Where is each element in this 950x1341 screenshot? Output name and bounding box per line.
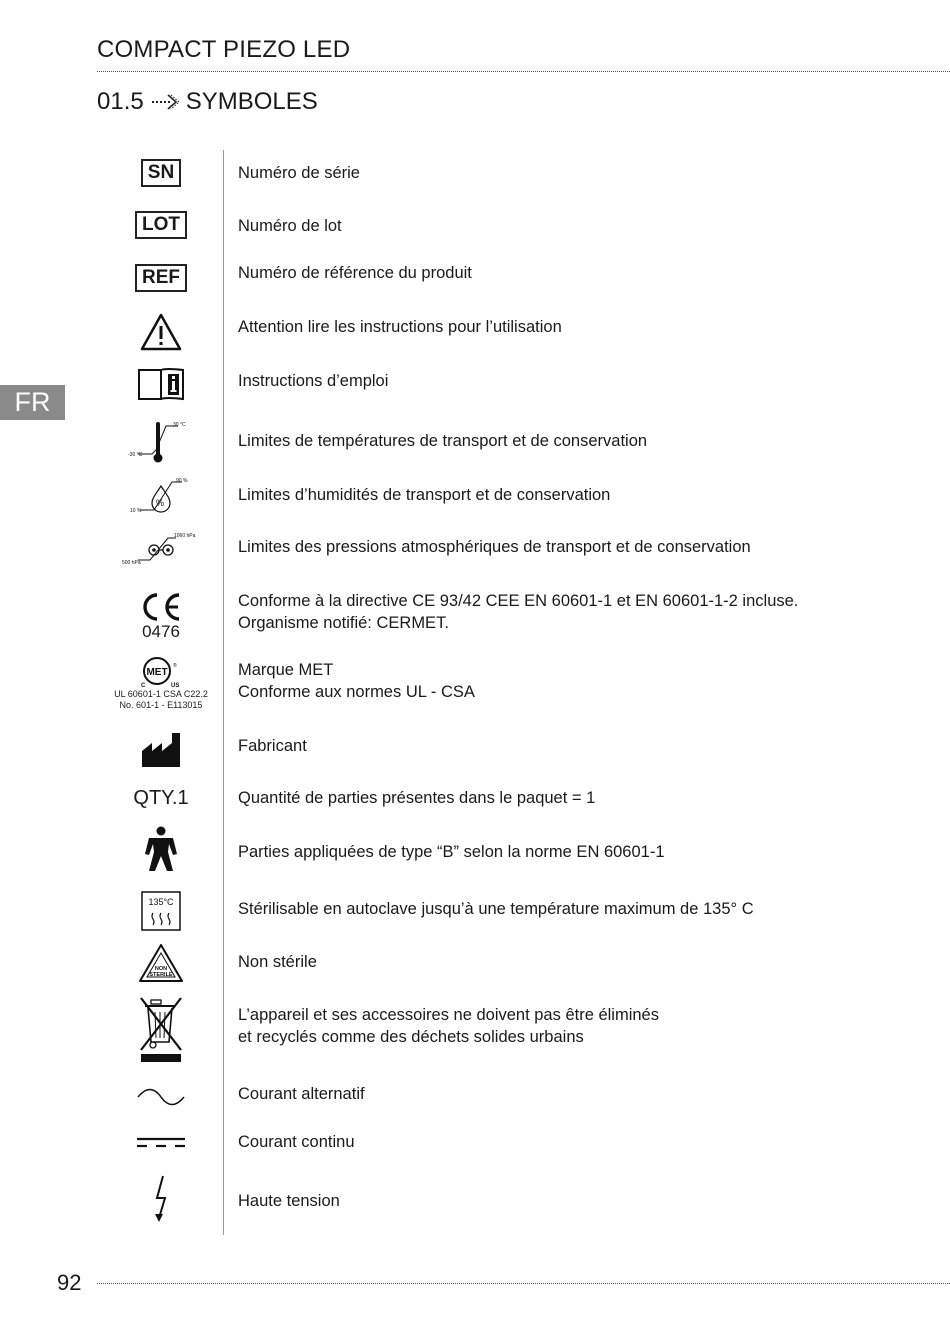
section-number: 01.5 (97, 88, 144, 115)
svg-text:MET: MET (146, 667, 168, 678)
title-divider (97, 71, 950, 72)
symbol-description: Numéro de lot (238, 217, 342, 235)
manufacturer-icon (108, 730, 214, 770)
page-number: 92 (57, 1270, 82, 1295)
autoclave-icon (108, 890, 214, 932)
symbol-description: Quantité de parties présentes dans le paquet = 1 (238, 789, 596, 807)
type-b-applied-part-icon (108, 826, 214, 872)
alternating-current-icon (108, 1082, 214, 1112)
non-sterile-icon (108, 942, 214, 984)
svg-text:®: ® (172, 663, 177, 669)
symbol-description: Courant alternatif (238, 1085, 365, 1103)
svg-text:500 hPa: 500 hPa (122, 560, 141, 566)
direct-current-icon (108, 1128, 214, 1156)
lot-number-icon: LOT (108, 207, 214, 243)
svg-text:30 °C: 30 °C (173, 422, 186, 428)
svg-text:US: US (170, 683, 180, 689)
symbol-description: Stérilisable en autoclave jusqu’à une température maximum de 135° C (238, 900, 754, 918)
ce-mark-icon: 0476 (108, 590, 214, 642)
svg-text:STERILE: STERILE (149, 972, 173, 978)
weee-bin-icon (108, 993, 214, 1065)
table-column-divider (223, 150, 224, 1235)
symbol-description: Numéro de série (238, 164, 360, 182)
humidity-limit-icon (108, 476, 214, 516)
svg-text:NON: NON (154, 966, 168, 972)
symbol-description: Conforme à la directive CE 93/42 CEE EN 60601-1 et EN 60601-1-2 incluse. Organisme notifié: CERMET. (238, 592, 799, 632)
high-voltage-icon (108, 1174, 214, 1224)
symbol-description: Limites de températures de transport et de conservation (238, 432, 648, 450)
reference-icon: REF (108, 260, 214, 296)
svg-text:90 %: 90 % (176, 478, 188, 484)
language-tab: FR (0, 385, 65, 420)
dotted-arrow-icon (150, 92, 180, 112)
section-heading (97, 88, 318, 116)
met-mark-icon: MET C US ® UL 60601-1 CSA C22.2 No. 601-1 - E113015 (108, 654, 214, 712)
warning-icon (108, 312, 214, 352)
svg-text:-30 °C: -30 °C (128, 452, 143, 458)
symbol-description: Instructions d’emploi (238, 372, 389, 390)
symbol-description: Marque MET Conforme aux normes UL - CSA (238, 661, 475, 701)
instructions-icon (108, 365, 214, 403)
footer-divider (97, 1283, 950, 1284)
temperature-limit-icon (108, 418, 214, 466)
serial-number-icon: SN (108, 155, 214, 191)
symbol-description: Numéro de référence du produit (238, 264, 472, 282)
symbol-description: Fabricant (238, 737, 307, 755)
symbol-description: Limites des pressions atmosphériques de transport et de conservation (238, 538, 751, 556)
symbol-description: L’appareil et ses accessoires ne doivent pas être éliminés et recyclés comme des déchets solides urbains (238, 1006, 659, 1046)
svg-text:C: C (140, 683, 146, 689)
symbol-description: Attention lire les instructions pour l’utilisation (238, 318, 562, 336)
symbol-description: Parties appliquées de type “B” selon la norme EN 60601-1 (238, 843, 665, 861)
quantity-icon: QTY.1 (133, 786, 189, 809)
section-title: SYMBOLES (185, 88, 318, 115)
svg-text:1060 hPa: 1060 hPa (174, 533, 196, 539)
symbol-description: Limites d’humidités de transport et de conservation (238, 486, 611, 504)
svg-text:%: % (156, 498, 165, 508)
svg-text:135°C: 135°C (148, 897, 174, 907)
pressure-limit-icon (108, 530, 214, 570)
svg-text:10 %: 10 % (130, 508, 142, 514)
symbol-description: Courant continu (238, 1133, 355, 1151)
symbol-description: Haute tension (238, 1192, 340, 1210)
document-title: COMPACT PIEZO LED (97, 36, 351, 63)
symbol-description: Non stérile (238, 953, 317, 971)
